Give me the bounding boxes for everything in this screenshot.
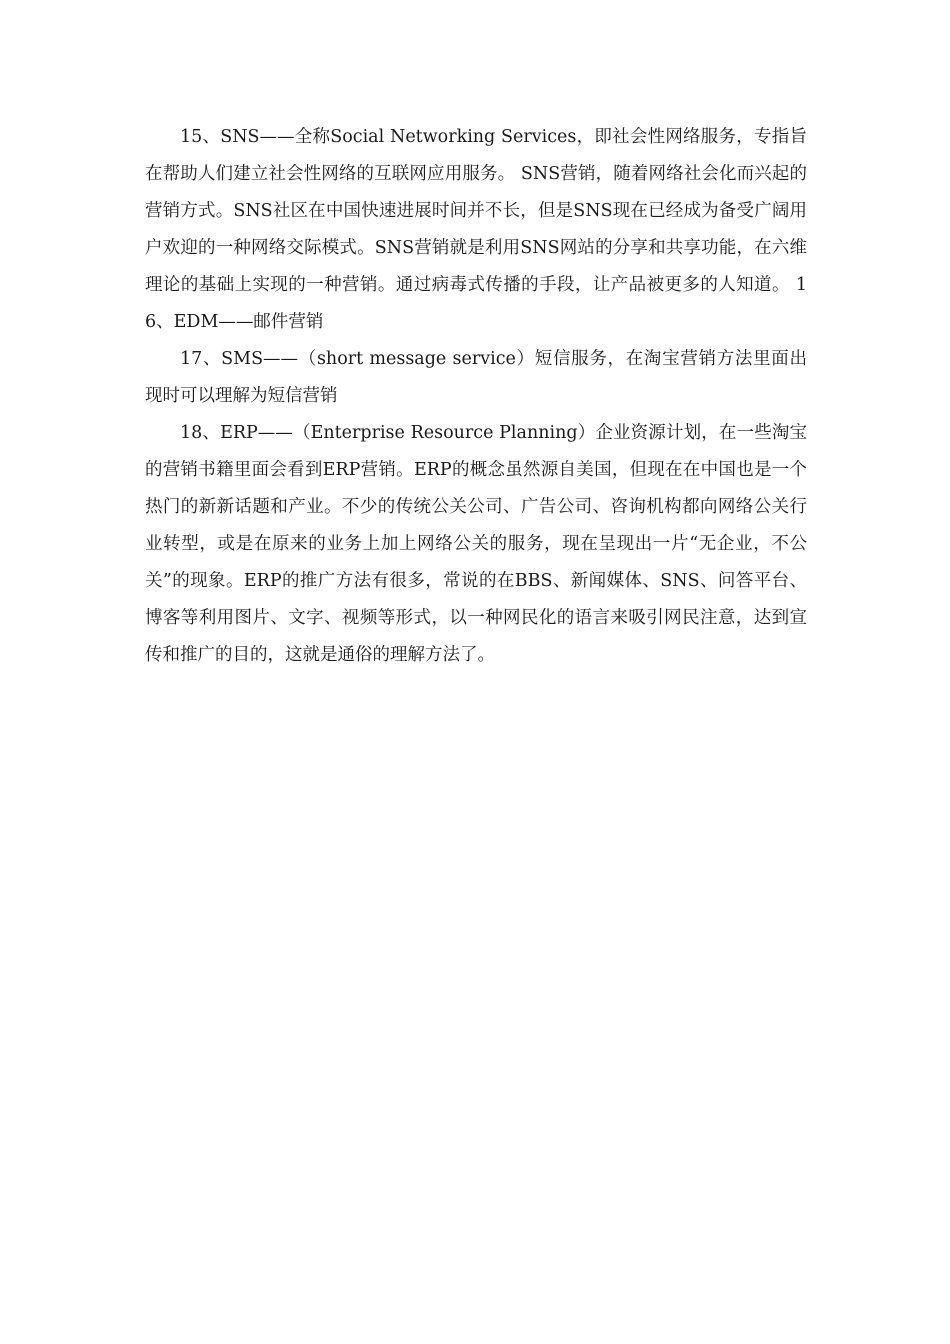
- paragraph-sns-edm: 15、SNS——全称Social Networking Services，即社会性网络服务，专指旨在帮助人们建立社会性网络的互联网应用服务。 SNS营销，随着网络社会化而兴起的营销方式。SNS社区在中国快速进展时间并不长，但是SNS现在已经成为备受广阔用户欢迎的一种网络交际模式。SNS营销就是利用SNS网站的分享和共享功能，在六维理论的基础上实现的一种营销。通过病毒式传播的手段，让产品被更多的人知道。 16、EDM——邮件营销: [145, 127, 807, 332]
- document-body: [145, 119, 807, 674]
- paragraph-erp: 18、ERP——（Enterprise Resource Planning）企业资源计划，在一些淘宝的营销书籍里面会看到ERP营销。ERP的概念虽然源自美国，但现在在中国也是一个热门的新新话题和产业。不少的传统公关公司、广告公司、咨询机构都向网络公关行业转型，或是在原来的业务上加上网络公关的服务，现在呈现出一片“无企业，不公关”的现象。ERP的推广方法有很多，常说的在BBS、新闻媒体、SNS、问答平台、博客等利用图片、文字、视频等形式，以一种网民化的语言来吸引网民注意，达到宣传和推广的目的，这就是通俗的理解方法了。: [145, 423, 807, 665]
- paragraph-sms: 17、SMS——（short message service）短信服务，在淘宝营销方法里面出现时可以理解为短信营销: [145, 349, 807, 406]
